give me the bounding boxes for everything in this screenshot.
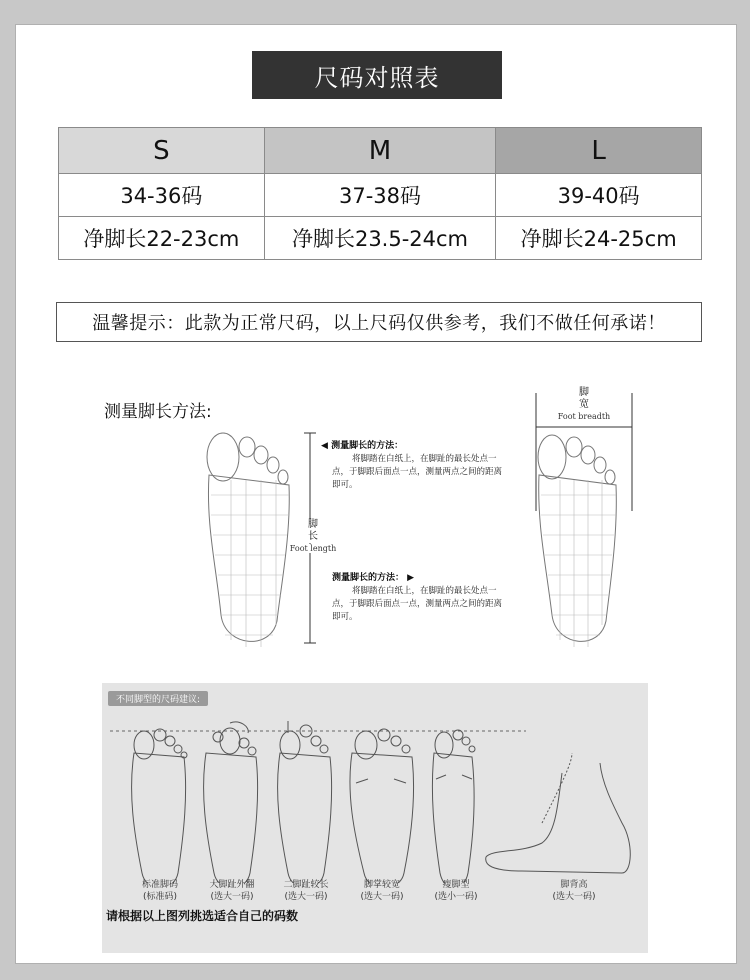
table-row [59,217,702,260]
size-table [58,127,702,260]
table-row [59,174,702,217]
foot-type-footer: 请根据以上图列挑选适合自己的码数 [106,909,299,923]
foot-type-illustrations [102,713,648,883]
size-cell: 34-36码 [59,174,265,217]
foot-type-caption: 标准脚码 (标准码) [141,880,178,902]
method-title: 测量脚长方法: [104,402,212,422]
annotation-body-2: 将脚踏在白纸上，在脚趾的最长处点一点，于脚跟后面点一点，测量两点之间的距离即可。 [332,586,503,622]
page-title: 尺码对照表 [252,51,502,99]
size-cell: 37-38码 [264,174,496,217]
size-header-s: S [59,128,265,174]
foot-type-caption: 脚背高 (选大一码) [552,880,596,902]
size-cell: 净脚长23.5-24cm [264,217,496,260]
size-header-l: L [496,128,702,174]
foot-type-panel [102,683,648,953]
annotation-title-2: 测量脚长的方法： ▶ [332,573,415,583]
foot-type-caption: 二脚趾较长 (选大一码) [283,880,329,902]
foot-type-caption: 大脚趾外翻 (选大一码) [209,880,255,902]
size-guide-sheet [15,24,737,964]
notice-box: 温馨提示：此款为正常尺码，以上尺码仅供参考，我们不做任何承诺！ [56,302,702,342]
annotation-body-1: 将脚踏在白纸上，在脚趾的最长处点一点，于脚跟后面点一点，测量两点之间的距离即可。 [332,454,503,490]
size-cell: 净脚长24-25cm [496,217,702,260]
annotation-title-1: ◀ 测量脚长的方法： [321,441,404,451]
foot-type-tag: 不同脚型的尺码建议: [108,691,208,706]
foot-length-label [278,519,348,555]
size-header-m: M [264,128,496,174]
foot-type-caption: 脚掌较宽 (选大一码) [360,880,404,902]
foot-breadth-label-cn: 脚 宽 [579,387,589,410]
foot-breadth-label-en: Foot breadth [557,412,611,421]
foot-type-caption: 瘦脚型 (选小一码) [434,880,478,902]
foot-breadth-label [544,387,624,423]
size-cell: 净脚长22-23cm [59,217,265,260]
size-cell: 39-40码 [496,174,702,217]
size-table-header-row [59,128,702,174]
foot-length-label-cn: 脚 长 [308,519,318,542]
foot-length-label-en: Foot length [289,544,337,553]
